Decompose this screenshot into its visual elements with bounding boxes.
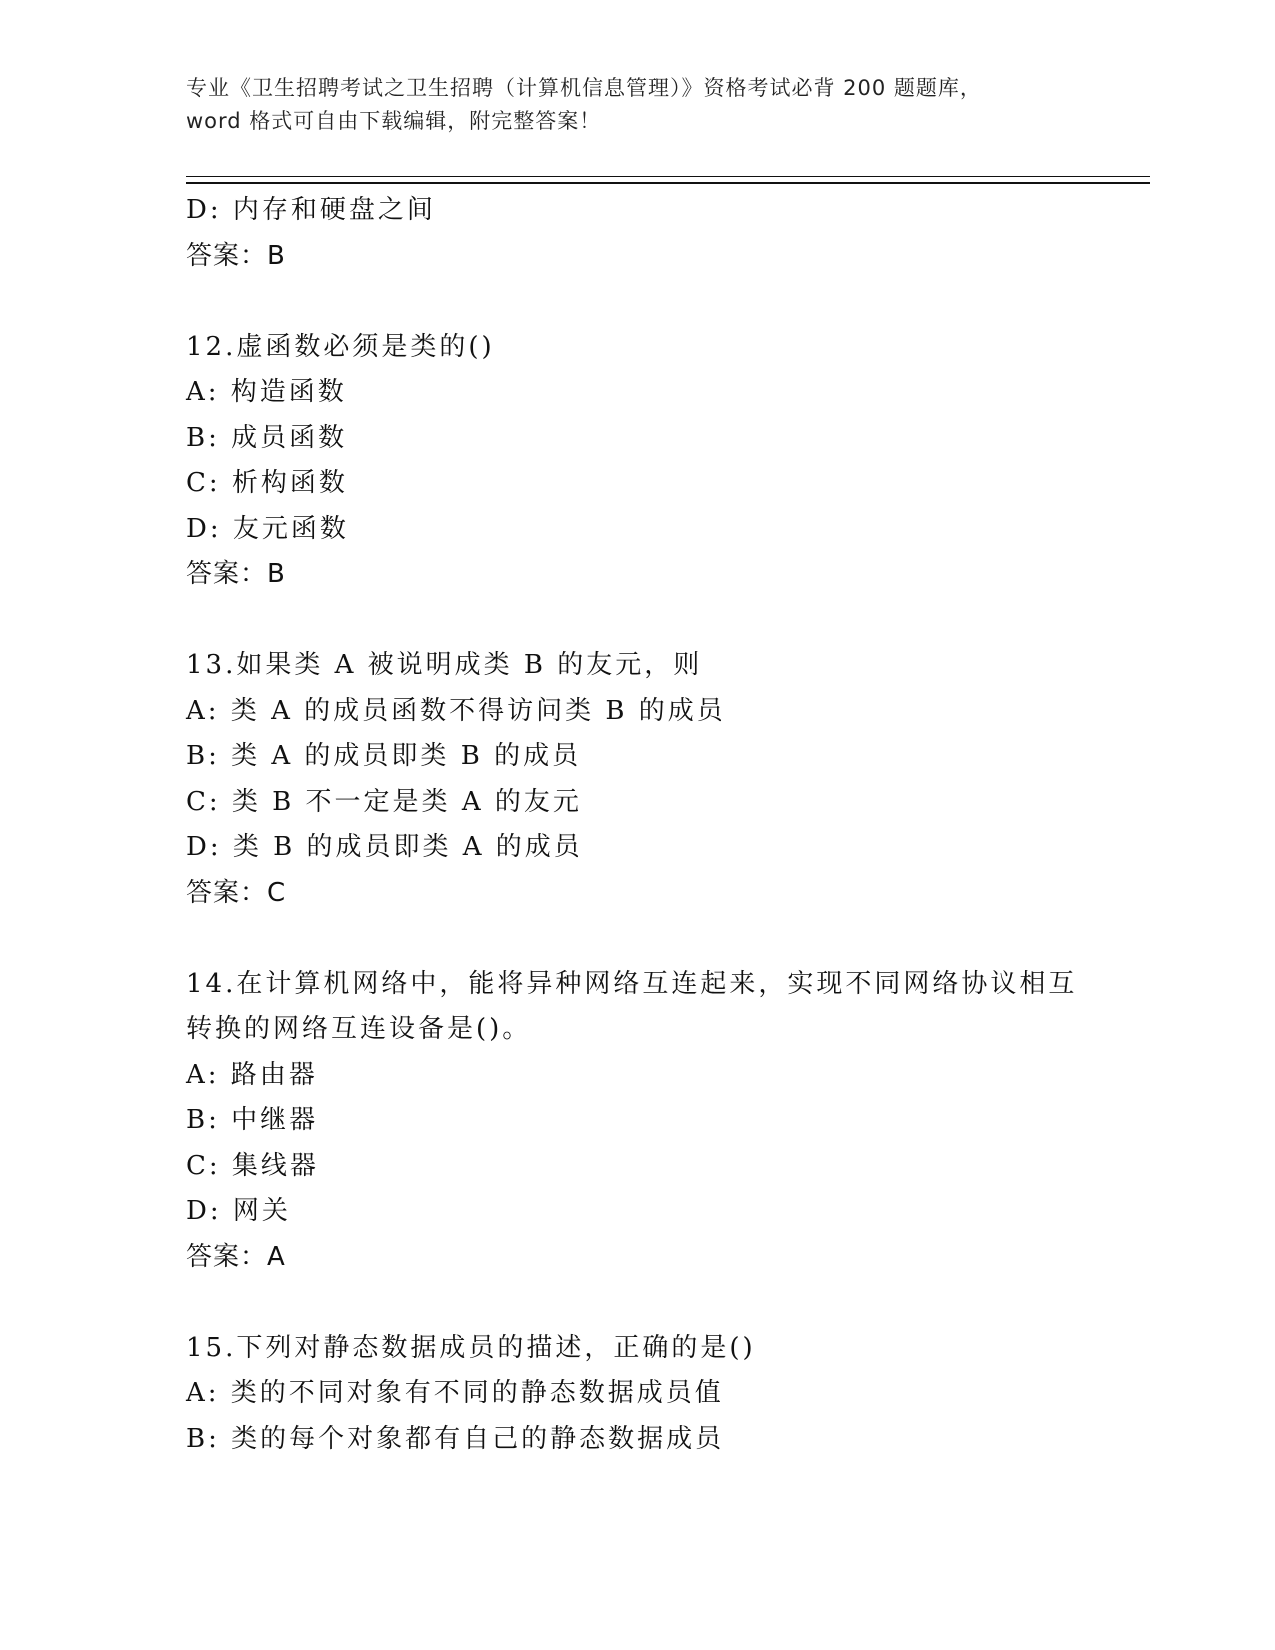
option-line: C: 集线器 bbox=[186, 1150, 319, 1181]
spacer bbox=[186, 279, 1126, 325]
header-title-line-1: 专业《卫生招聘考试之卫生招聘（计算机信息管理）》资格考试必背 200 题题库， bbox=[186, 76, 982, 100]
option-line: A: 路由器 bbox=[186, 1059, 318, 1090]
answer-line: 答案：B bbox=[186, 240, 286, 271]
question-block bbox=[186, 1326, 1126, 1463]
answer-line: 答案：B bbox=[186, 559, 286, 589]
question-stem: 14.在计算机网络中，能将异种网络互连起来，实现不同网络协议相互 bbox=[186, 968, 1078, 999]
option-line: D: 内存和硬盘之间 bbox=[186, 195, 436, 225]
question-stem-continued: 转换的网络互连设备是()。 bbox=[186, 1014, 532, 1044]
option-line: D: 类 B 的成员即类 A 的成员 bbox=[186, 832, 583, 862]
option-line: D: 友元函数 bbox=[186, 513, 349, 544]
option-line: A: 构造函数 bbox=[186, 377, 347, 407]
document-header bbox=[186, 72, 1086, 138]
question-block bbox=[186, 643, 1126, 916]
option-line: B: 成员函数 bbox=[186, 422, 348, 453]
option-line: B: 中继器 bbox=[186, 1105, 319, 1135]
question-stem: 15.下列对静态数据成员的描述，正确的是() bbox=[186, 1332, 756, 1363]
question-block bbox=[186, 325, 1126, 598]
option-line: B: 类的每个对象都有自己的静态数据成员 bbox=[186, 1423, 725, 1454]
question-block bbox=[186, 962, 1126, 1281]
spacer bbox=[186, 598, 1126, 644]
answer-line: 答案：C bbox=[186, 877, 287, 908]
option-line: A: 类的不同对象有不同的静态数据成员值 bbox=[186, 1378, 724, 1408]
option-line: B: 类 A 的成员即类 B 的成员 bbox=[186, 741, 582, 771]
header-title-line-2: word 格式可自由下载编辑，附完整答案！ bbox=[186, 109, 602, 133]
question-stem: 12.虚函数必须是类的() bbox=[186, 331, 495, 362]
answer-line: 答案：A bbox=[186, 1241, 286, 1272]
spacer bbox=[186, 916, 1126, 962]
option-line: D: 网关 bbox=[186, 1196, 291, 1226]
spacer bbox=[186, 1280, 1126, 1326]
header-rule-thin bbox=[186, 176, 1150, 177]
header-rule-thick bbox=[186, 182, 1150, 184]
option-line: A: 类 A 的成员函数不得访问类 B 的成员 bbox=[186, 695, 726, 726]
option-line: C: 类 B 不一定是类 A 的友元 bbox=[186, 786, 582, 817]
question-stem: 13.如果类 A 被说明成类 B 的友元，则 bbox=[186, 650, 703, 680]
question-list bbox=[186, 188, 1126, 1462]
option-line: C: 析构函数 bbox=[186, 468, 348, 498]
